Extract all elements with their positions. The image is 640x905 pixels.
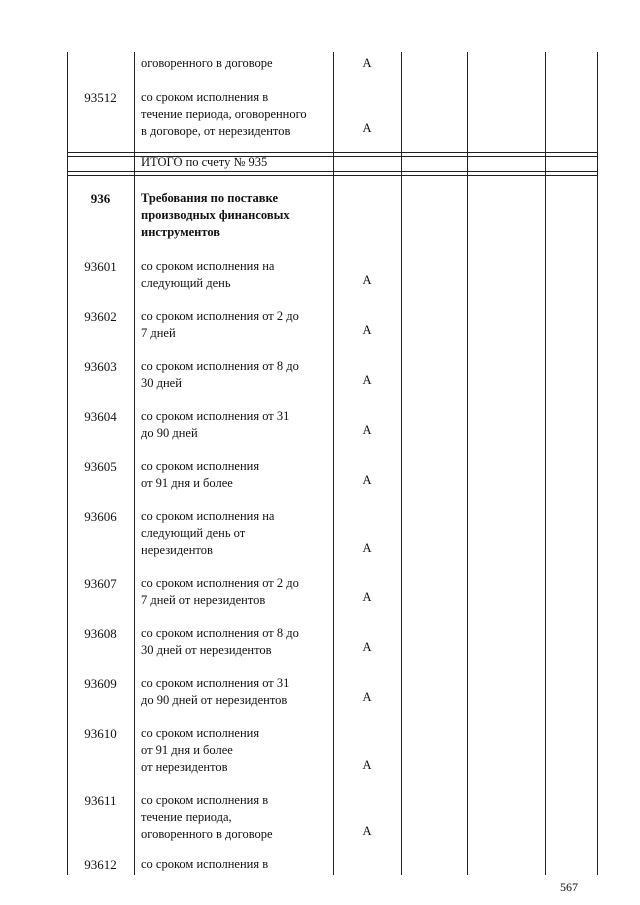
description-line: со сроком исполнения в bbox=[141, 793, 269, 807]
account-description bbox=[141, 508, 326, 559]
page-number: 567 bbox=[560, 880, 578, 894]
asset-mark: А bbox=[362, 690, 372, 704]
description-line: следующий день от bbox=[141, 526, 246, 540]
description-line: 7 дней от нерезидентов bbox=[141, 593, 266, 607]
description-line: от 91 дня и более bbox=[141, 476, 233, 490]
account-code: 93611 bbox=[84, 793, 117, 808]
column-rule bbox=[597, 52, 598, 875]
account-description bbox=[141, 725, 326, 776]
account-description bbox=[141, 55, 326, 72]
account-description bbox=[141, 308, 326, 342]
account-description bbox=[141, 575, 326, 609]
description-line: течение периода, bbox=[141, 810, 232, 824]
description-line: производных финансовых bbox=[141, 208, 290, 222]
asset-mark: А bbox=[362, 423, 372, 437]
account-description bbox=[141, 792, 326, 843]
description-line: со сроком исполнения на bbox=[141, 259, 275, 273]
row-rule bbox=[67, 175, 597, 176]
account-description bbox=[141, 458, 326, 492]
description-line: со сроком исполнения bbox=[141, 726, 260, 740]
account-description bbox=[141, 675, 326, 709]
account-description bbox=[141, 625, 326, 659]
description-line: со сроком исполнения в bbox=[141, 857, 269, 871]
description-line: со сроком исполнения bbox=[141, 459, 260, 473]
description-line: оговоренного в договоре bbox=[141, 827, 273, 841]
asset-mark: А bbox=[362, 373, 372, 387]
account-code: 93605 bbox=[84, 459, 117, 474]
account-code: 93603 bbox=[84, 359, 117, 374]
row-rule bbox=[67, 171, 597, 172]
asset-mark: А bbox=[362, 541, 372, 555]
account-description bbox=[141, 258, 326, 292]
account-code: 936 bbox=[90, 191, 111, 206]
account-code: 93606 bbox=[84, 509, 117, 524]
description-line: Требования по поставке bbox=[141, 191, 278, 205]
account-code: 93601 bbox=[84, 259, 117, 274]
account-description bbox=[141, 190, 326, 241]
asset-mark: А bbox=[362, 590, 372, 604]
asset-mark: А bbox=[362, 758, 372, 772]
account-code: 93608 bbox=[84, 626, 117, 641]
account-code: 93610 bbox=[84, 726, 117, 741]
row-rule bbox=[67, 152, 597, 153]
description-line: от нерезидентов bbox=[141, 760, 228, 774]
description-line: 30 дней bbox=[141, 376, 182, 390]
description-line: со сроком исполнения от 2 до bbox=[141, 576, 299, 590]
account-code: 93609 bbox=[84, 676, 117, 691]
description-line: со сроком исполнения в bbox=[141, 90, 269, 104]
account-description bbox=[141, 358, 326, 392]
account-code: 93612 bbox=[84, 857, 117, 872]
description-line: 7 дней bbox=[141, 326, 176, 340]
account-code: 93602 bbox=[84, 309, 117, 324]
asset-mark: А bbox=[362, 121, 372, 135]
description-line: до 90 дней от нерезидентов bbox=[141, 693, 288, 707]
account-code: 93607 bbox=[84, 576, 117, 591]
account-description bbox=[141, 408, 326, 442]
description-line: оговоренного в договоре bbox=[141, 56, 273, 70]
account-description bbox=[141, 89, 326, 140]
description-line: течение периода, оговоренного bbox=[141, 107, 307, 121]
description-line: ИТОГО по счету № 935 bbox=[141, 155, 268, 169]
description-line: со сроком исполнения от 8 до bbox=[141, 359, 299, 373]
description-line: со сроком исполнения от 2 до bbox=[141, 309, 299, 323]
asset-mark: А bbox=[362, 273, 372, 287]
description-line: со сроком исполнения от 31 bbox=[141, 409, 290, 423]
asset-mark: А bbox=[362, 640, 372, 654]
account-code: 93604 bbox=[84, 409, 117, 424]
description-line: со сроком исполнения от 31 bbox=[141, 676, 290, 690]
asset-mark: А bbox=[362, 56, 372, 70]
description-line: со сроком исполнения на bbox=[141, 509, 275, 523]
description-line: в договоре, от нерезидентов bbox=[141, 124, 291, 138]
asset-mark: А bbox=[362, 473, 372, 487]
account-description bbox=[141, 856, 326, 873]
description-line: со сроком исполнения от 8 до bbox=[141, 626, 299, 640]
asset-mark: А bbox=[362, 323, 372, 337]
account-description bbox=[141, 154, 326, 171]
description-line: от 91 дня и более bbox=[141, 743, 233, 757]
asset-mark: А bbox=[362, 824, 372, 838]
description-line: следующий день bbox=[141, 276, 231, 290]
description-line: до 90 дней bbox=[141, 426, 198, 440]
description-line: нерезидентов bbox=[141, 543, 213, 557]
account-code: 93512 bbox=[84, 90, 117, 105]
description-line: 30 дней от нерезидентов bbox=[141, 643, 272, 657]
description-line: инструментов bbox=[141, 225, 221, 239]
